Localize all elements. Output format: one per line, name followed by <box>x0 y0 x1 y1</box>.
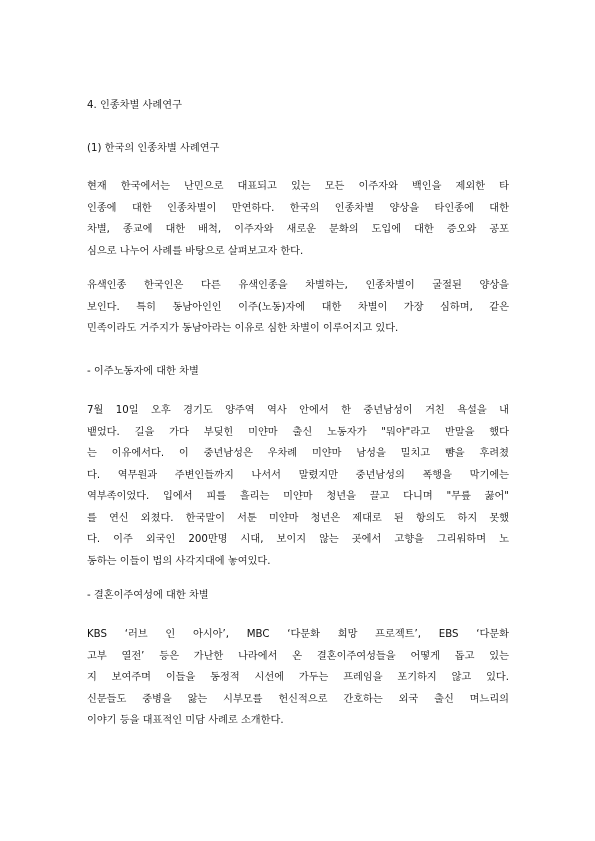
paragraph-line: 보인다. 특히 동남아인인 이주(노동)자에 대한 차별이 가장 심하며, 같은 <box>87 301 509 313</box>
paragraph-intro <box>87 176 509 262</box>
paragraph-line: 지 보여주며 이들을 동정적 시선에 가두는 프레임을 포기하지 않고 있다. <box>87 672 509 683</box>
paragraph-migrant-workers <box>87 400 509 572</box>
subsection-title: (1) 한국의 인종차별 사례연구 <box>87 143 220 154</box>
paragraph-line: 다. 이주 외국인 200만명 시대, 보이지 않는 곳에서 고향을 그리워하며 노 <box>87 534 509 545</box>
paragraph-line: 인종에 대한 인종차별이 만연하다. 한국의 인종차별 양상을 타인종에 대한 <box>87 202 509 214</box>
paragraph-line: 심으로 나누어 사례를 바탕으로 살펴보고자 한다. <box>87 245 304 257</box>
paragraph-line: 를 연신 외쳤다. 한국말이 서툰 미얀마 청년은 제대로 된 항의도 하지 못했 <box>87 512 509 524</box>
paragraph-line: 는 이유에서다. 이 중년남성은 우차례 미얀마 남성을 밀치고 뺨을 후려쳤 <box>87 448 509 459</box>
paragraph-line: 다. 역무원과 주변인들까지 나서서 말렸지만 중년남성의 폭행을 막기에는 <box>87 469 509 481</box>
paragraph-line: 동하는 이들이 법의 사각지대에 놓여있다. <box>87 555 271 567</box>
paragraph-line: KBS ‘러브 인 아시아’, MBC ‘다문화 희망 프로젝트’, EBS ‘다문화 <box>87 629 509 640</box>
paragraph-line: 신문들도 중병을 앓는 시부모를 헌신적으로 간호하는 외국 출신 며느리의 <box>87 693 509 705</box>
section-title: 4. 인종차별 사례연구 <box>87 100 182 111</box>
paragraph-colored-koreans <box>87 275 509 340</box>
paragraph-line: 역부족이었다. 입에서 피를 흘리는 미얀마 청년을 끌고 다니며 "무릎 꿇어" <box>87 491 509 502</box>
paragraph-line: 7월 10일 오후 경기도 양주역 역사 안에서 한 중년남성이 거친 욕설을 내 <box>87 405 509 416</box>
paragraph-line: 고부 열전’ 등은 가난한 나라에서 온 결혼이주여성들을 어떻게 돕고 있는 <box>87 650 509 662</box>
paragraph-line: 이야기 등을 대표적인 미담 사례로 소개한다. <box>87 715 284 726</box>
paragraph-line: 현재 한국에서는 난민으로 대표되고 있는 모든 이주자와 백인을 제외한 타 <box>87 181 509 192</box>
paragraph-line: 차별, 종교에 대한 배척, 이주자와 새로운 문화의 도입에 대한 증오와 공포 <box>87 224 509 235</box>
paragraph-line: 뱉었다. 길을 가다 부딪힌 미얀마 출신 노동자가 "뭐야"라고 반말을 했다 <box>87 426 509 438</box>
paragraph-line: 유색인종 한국인은 다른 유색인종을 차별하는, 인종차별이 굴절된 양상을 <box>87 280 509 291</box>
heading-migrant-workers: - 이주노동자에 대한 차별 <box>87 366 199 377</box>
paragraph-line: 민족이라도 거주지가 동남아라는 이유로 심한 차별이 이루어지고 있다. <box>87 323 399 334</box>
paragraph-marriage-migrants <box>87 624 509 732</box>
heading-marriage-migrants: - 결혼이주여성에 대한 차별 <box>87 590 209 601</box>
